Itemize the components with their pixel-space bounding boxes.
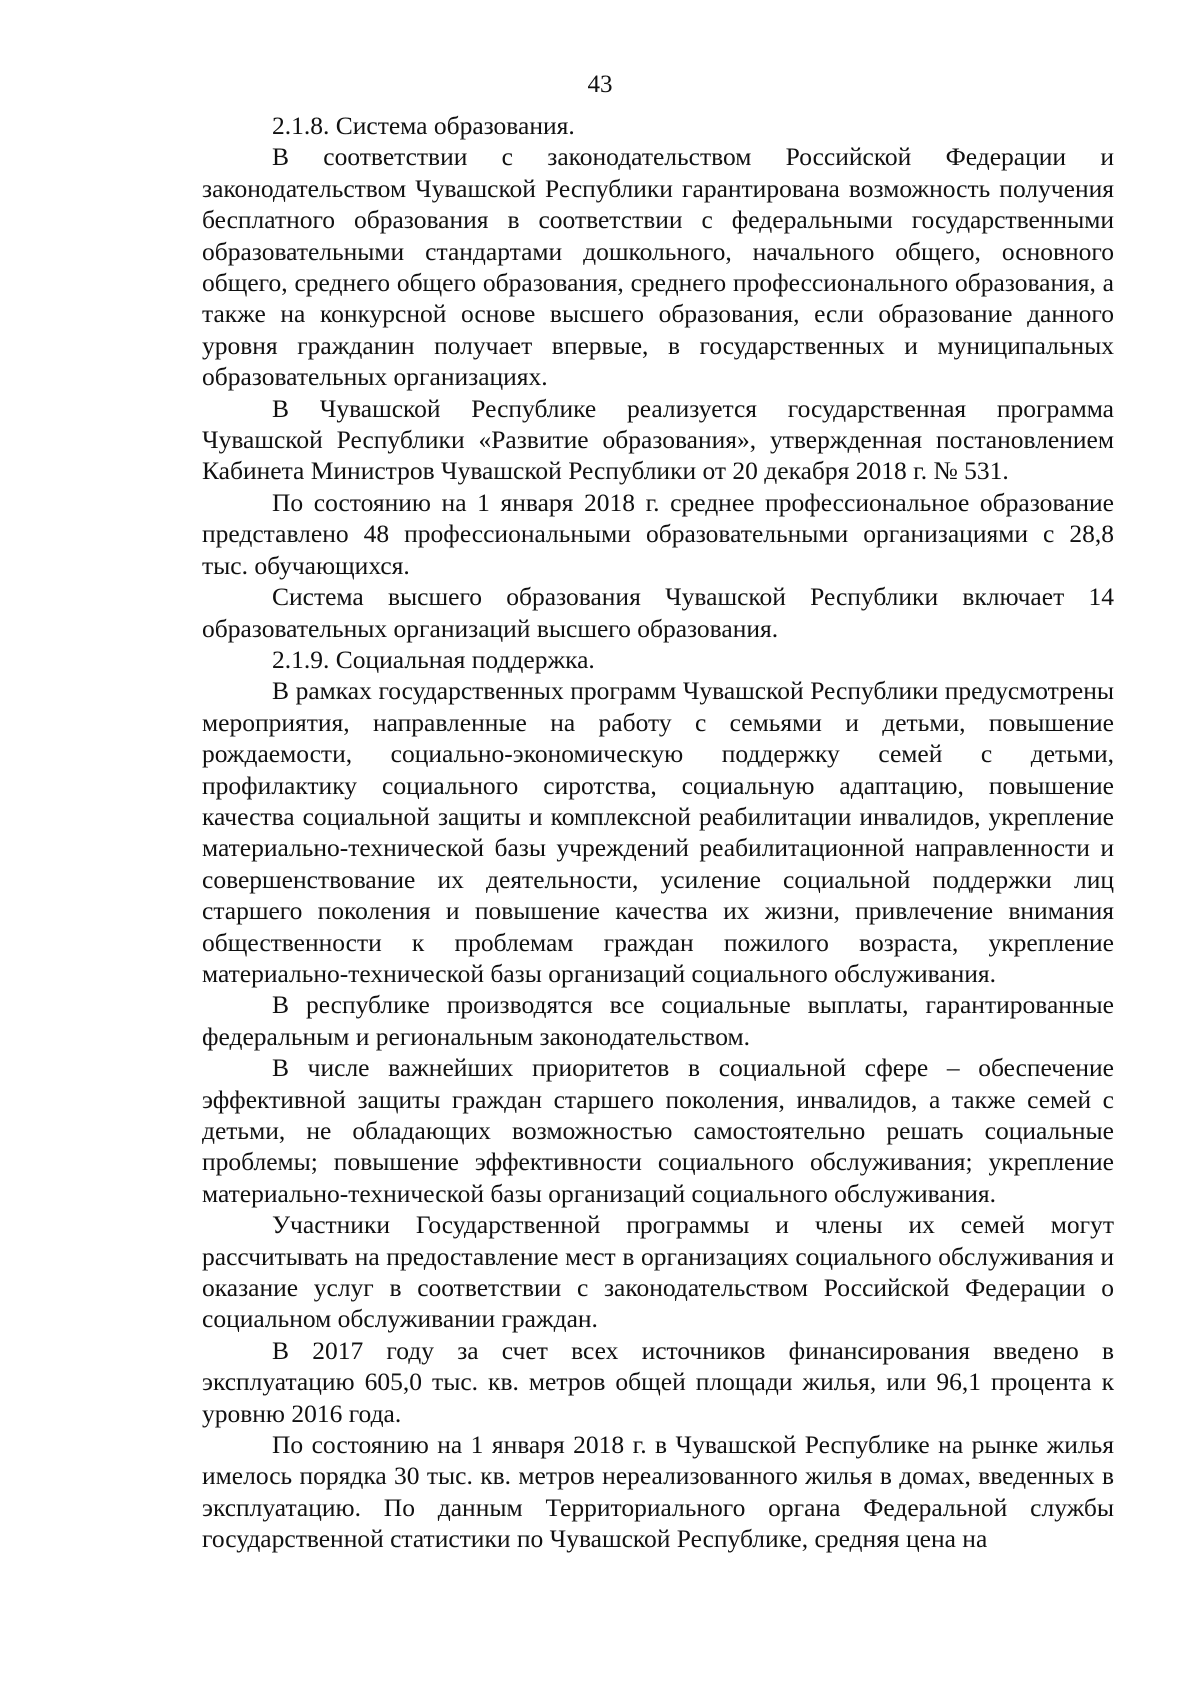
paragraph: В 2017 году за счет всех источников финансирования введено в эксплуатацию 605,0 тыс. кв. метров общей площади жилья, или 96,1 процента к уровню 2016 года. [202, 1335, 1114, 1428]
paragraph: Система высшего образования Чувашской Республики включает 14 образовательных организаций высшего образования. [202, 582, 1114, 643]
section-heading-2-1-8: 2.1.8. Система образования. [272, 111, 575, 140]
paragraph: По состоянию на 1 января 2018 г. в Чувашской Республике на рынке жилья имелось порядка 30 тыс. кв. метров нереализованного жилья в домах, введенных в эксплуатацию. По данным Территориального органа Федеральной службы государственной статистики по Чувашской Республике, средняя цена на [202, 1430, 1114, 1554]
paragraph: В числе важнейших приоритетов в социальной сфере – обеспечение эффективной защиты граждан старшего поколения, инвалидов, а также семей с детьми, не обладающих возможностью самостоятельно решать социальные проблемы; повышение эффективности социального обслуживания; укрепление материально-технической базы организаций социального обслуживания. [202, 1053, 1114, 1208]
page-number: 43 [587, 71, 613, 98]
paragraph: В Чувашской Республике реализуется государственная программа Чувашской Республики «Развитие образования», утвержденная постановлением Кабинета Министров Чувашской Республики от 20 декабря 2018 г. № 531. [202, 393, 1114, 486]
document-body [202, 110, 1114, 1555]
paragraph: В рамках государственных программ Чувашской Республики предусмотрены мероприятия, направленные на работу с семьями и детьми, повышение рождаемости, социально-экономическую поддержку семей с детьми, профилактику социального сиротства, социальную адаптацию, повышение качества социальной защиты и комплексной реабилитации инвалидов, укрепление материально-технической базы учреждений реабилитационной направленности и совершенствование их деятельности, усиление социальной поддержки лиц старшего поколения и повышение качества их жизни, привлечение внимания общественности к проблемам граждан пожилого возраста, укрепление материально-технической базы организаций социального обслуживания. [202, 676, 1114, 988]
paragraph: В соответствии с законодательством Российской Федерации и законодательством Чувашской Республики гарантирована возможность получения бесплатного образования в соответствии с федеральными государственными образовательными стандартами дошкольного, начального общего, основного общего, среднего общего образования, среднего профессионального образования, а также на конкурсной основе высшего образования, если образование данного уровня гражданин получает впервые, в государственных и муниципальных образовательных организациях. [202, 142, 1114, 392]
paragraph: В республике производятся все социальные выплаты, гарантированные федеральным и региональным законодательством. [202, 990, 1114, 1051]
paragraph: Участники Государственной программы и члены их семей могут рассчитывать на предоставление мест в организациях социального обслуживания и оказание услуг в соответствии с законодательством Российской Федерации о социальном обслуживании граждан. [202, 1210, 1114, 1334]
section-heading-2-1-9: 2.1.9. Социальная поддержка. [272, 644, 595, 674]
paragraph: По состоянию на 1 января 2018 г. среднее профессиональное образование представлено 48 профессиональными образовательными организациями с 28,8 тыс. обучающихся. [202, 487, 1114, 580]
